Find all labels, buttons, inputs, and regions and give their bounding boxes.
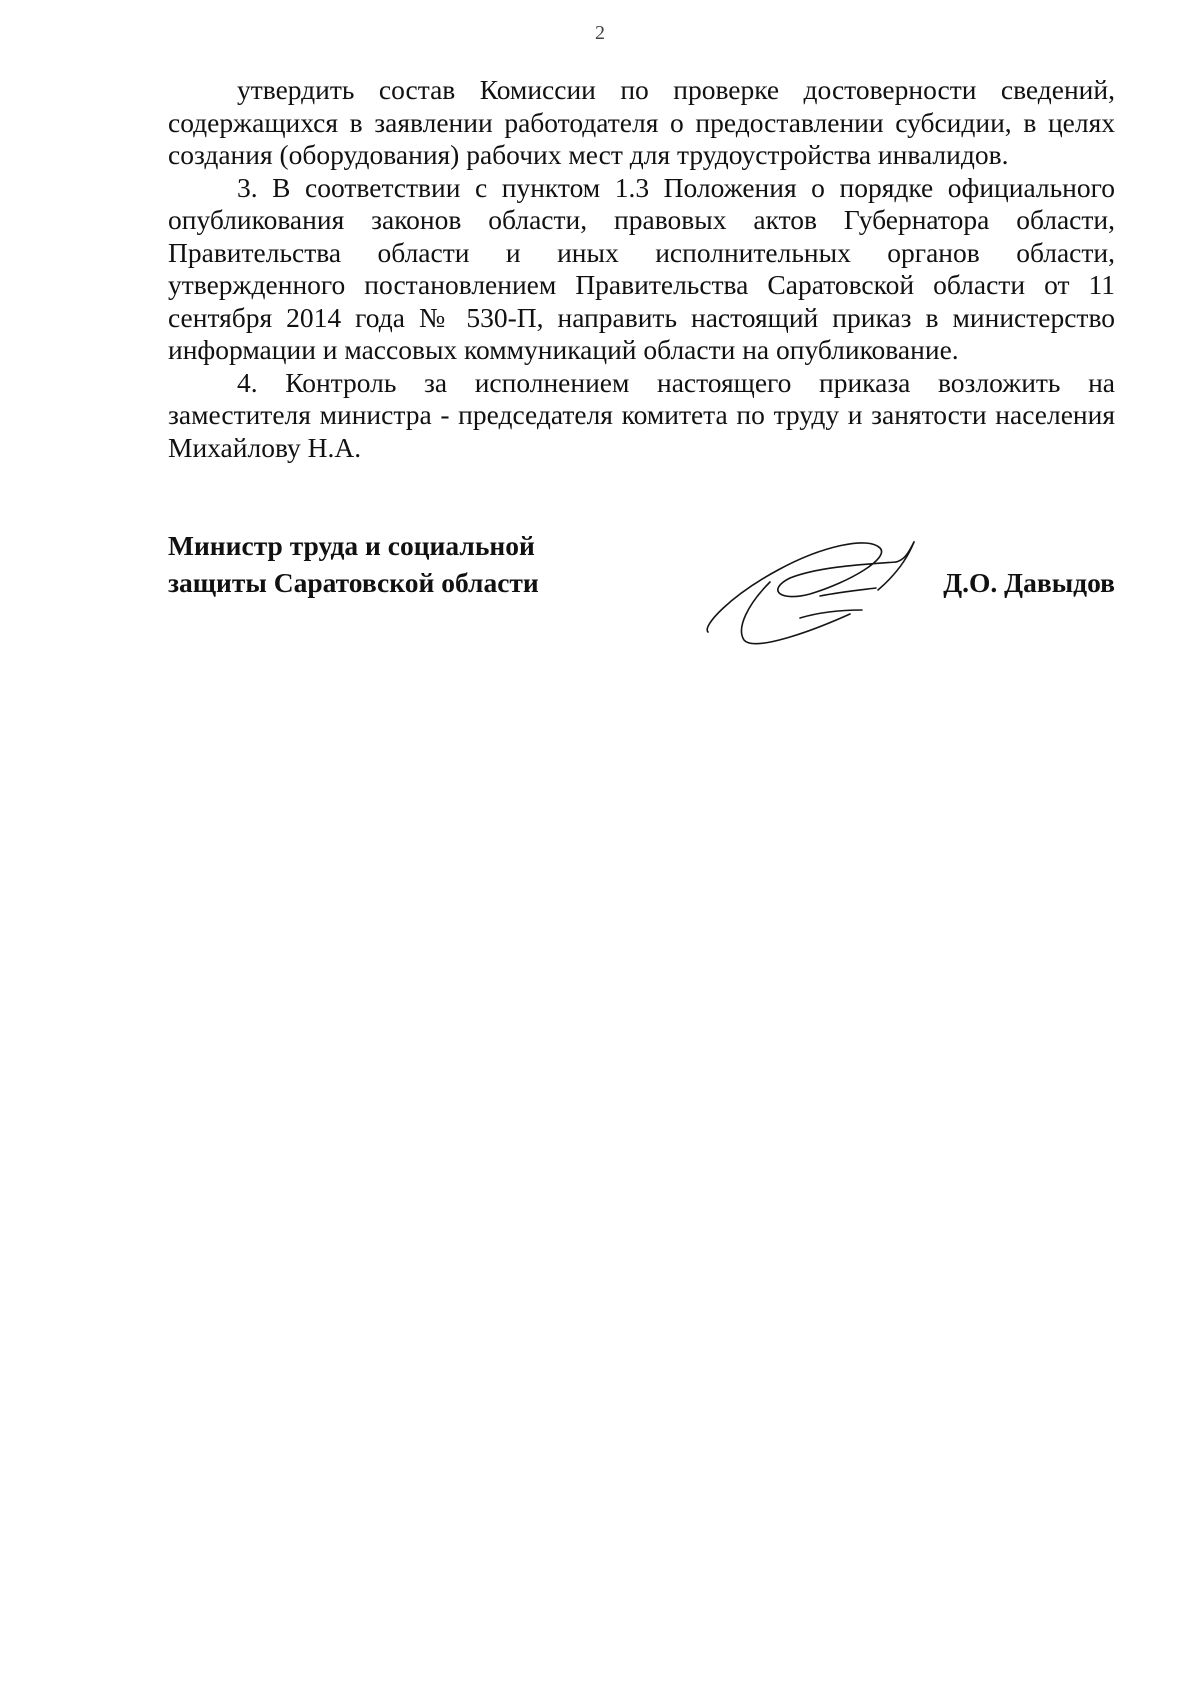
signatory-name: Д.О. Давыдов xyxy=(943,567,1115,598)
paragraph-commission: утвердить состав Комиссии по проверке достоверности сведений, содержащихся в заявлении работодателя о предоставлении субсидии, в целях создания (оборудования) рабочих мест для трудоустройства инвалидов. xyxy=(168,74,1115,170)
paragraph-publication: 3. В соответствии с пунктом 1.3 Положения о порядке официального опубликования законов области, правовых актов Губернатора области, Правительства области и иных исполнительных органов области, утвержденного постановлением Правительства Саратовской области от 11 сентября 2014 года № 530-П, направить настоящий приказ в министерство информации и массовых коммуникаций области на опубликование. xyxy=(168,171,1115,365)
handwritten-signature xyxy=(700,530,940,655)
document-body xyxy=(168,74,1115,464)
signatory-title xyxy=(168,527,539,601)
paragraph-control: 4. Контроль за исполнением настоящего приказа возложить на заместителя министра - председателя комитета по труду и занятости населения Михайлову Н.А. xyxy=(168,366,1115,463)
signature-block xyxy=(168,527,1115,647)
signatory-title-line-2: защиты Саратовской области xyxy=(168,567,539,598)
signatory-title-line-1: Министр труда и социальной xyxy=(168,530,535,561)
page-number: 2 xyxy=(595,22,605,44)
